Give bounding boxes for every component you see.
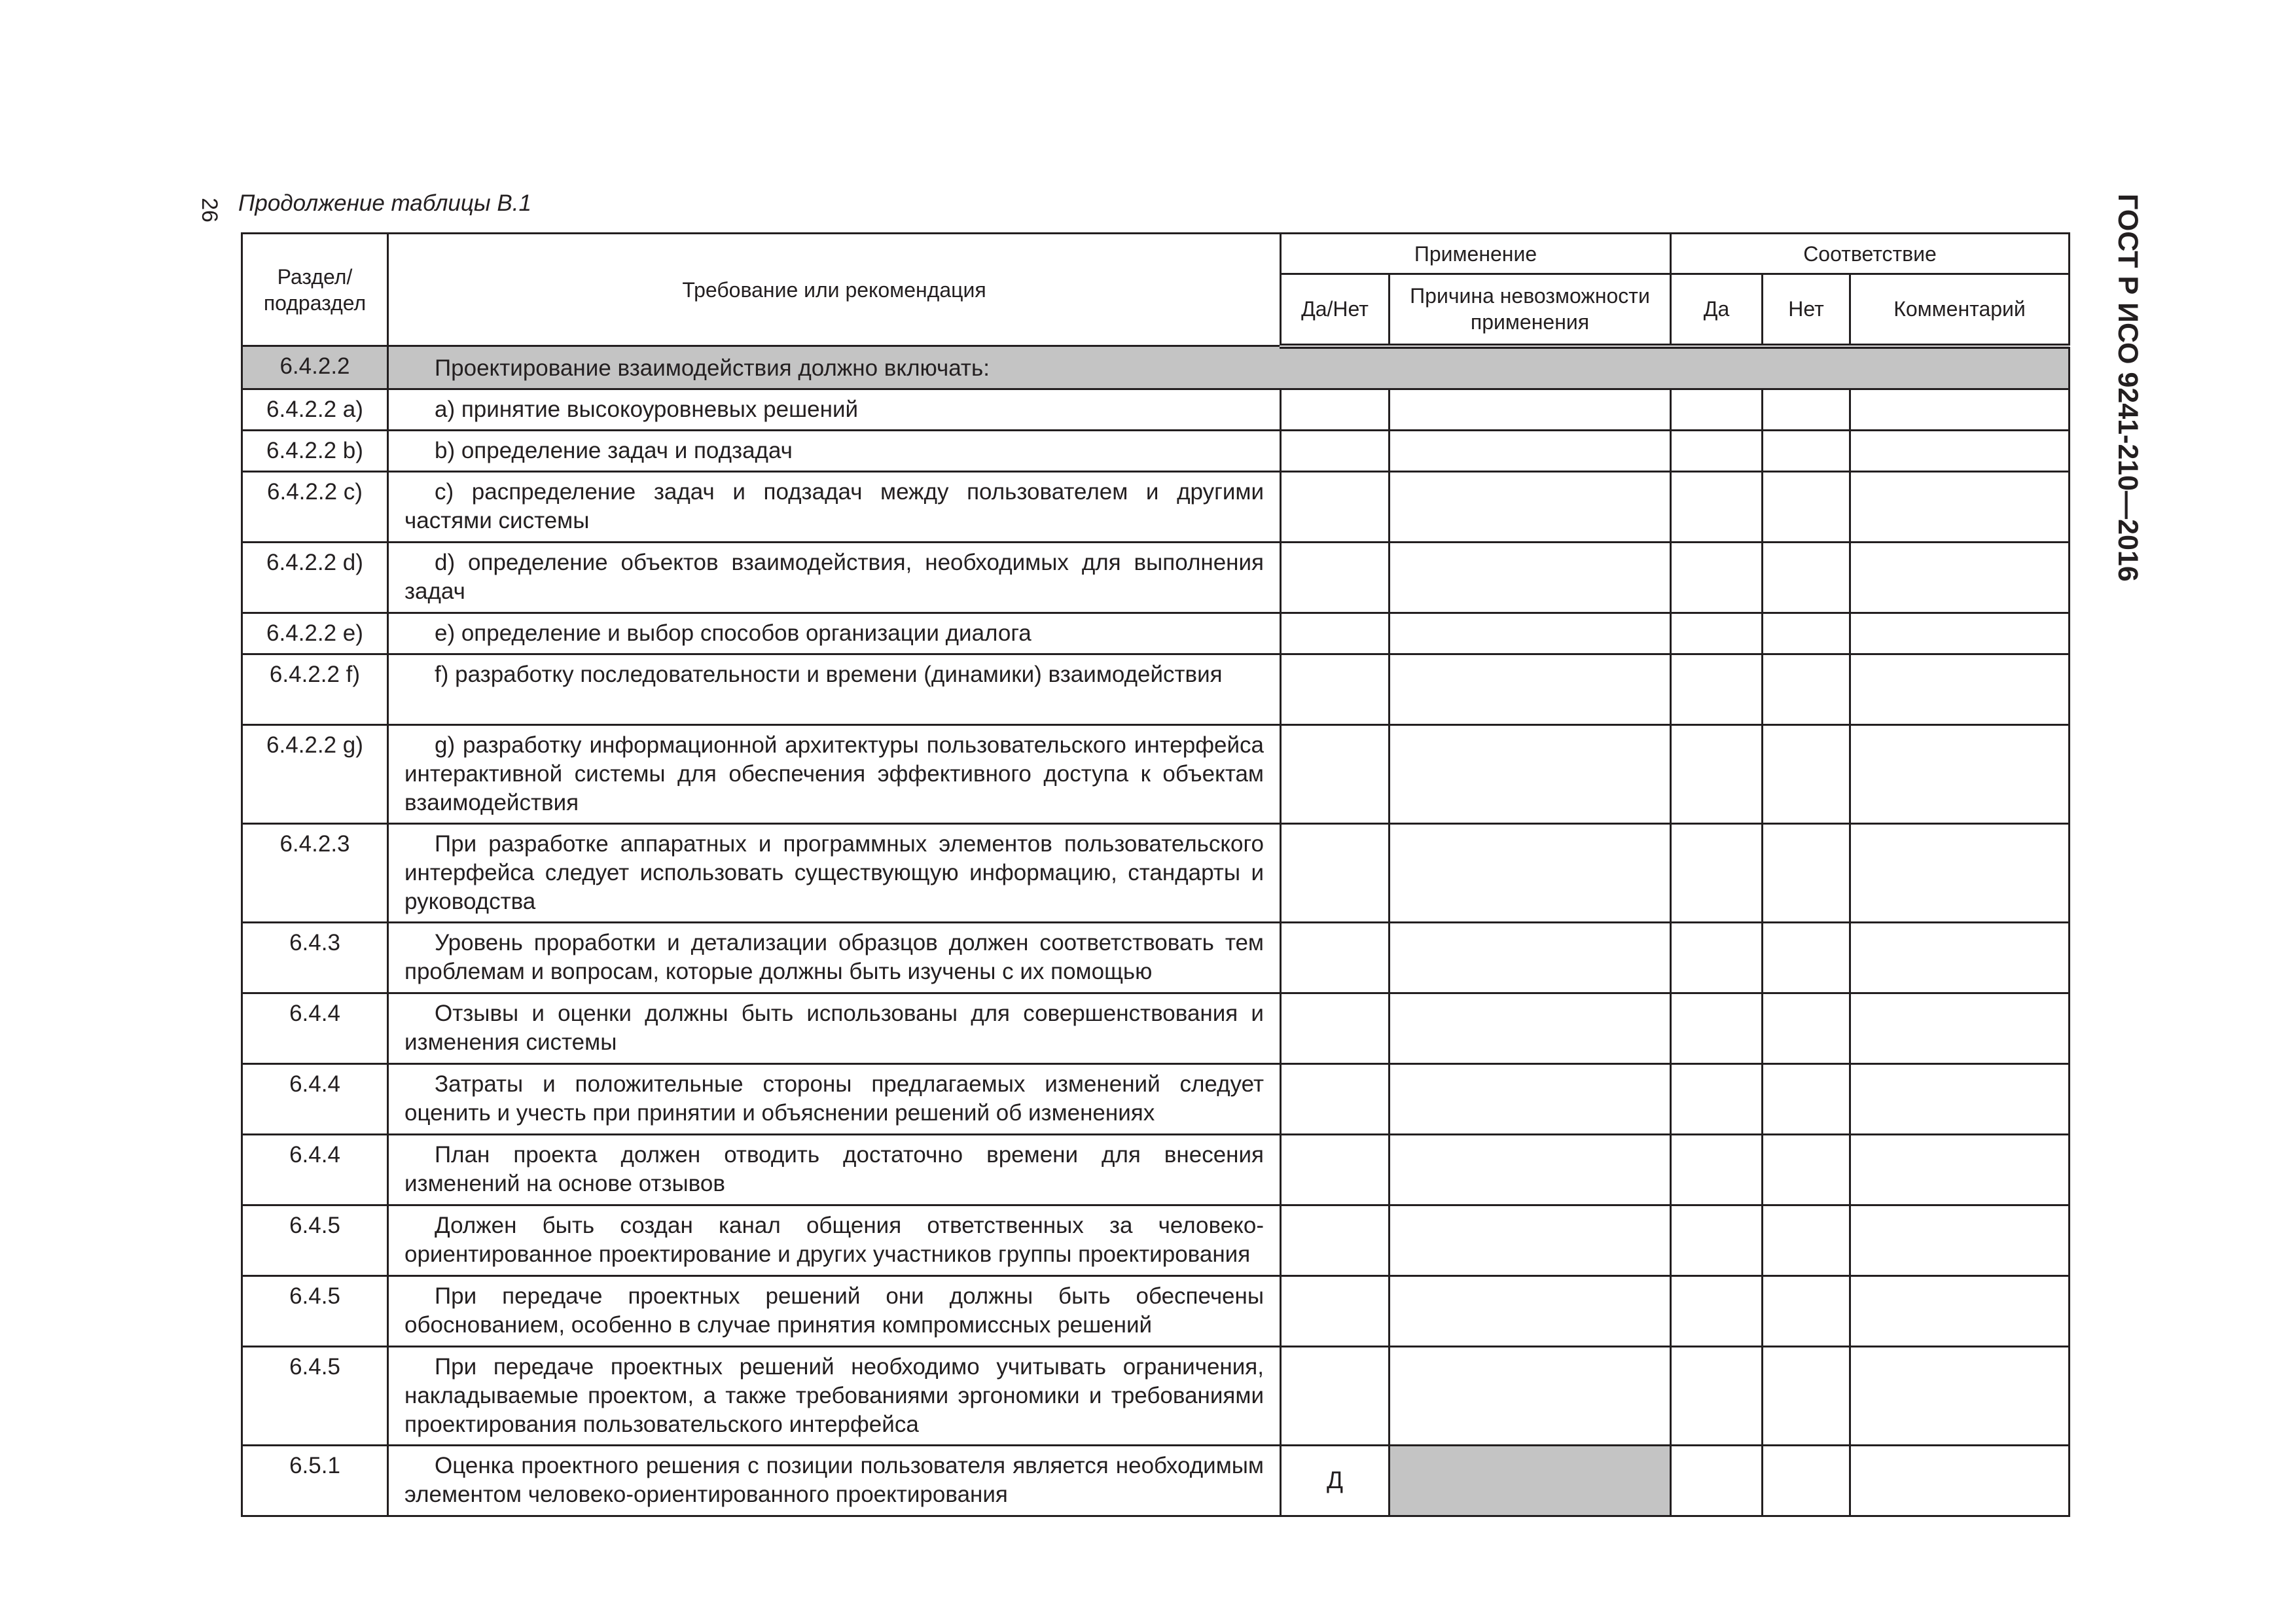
cell-yes-no: [1281, 1275, 1390, 1346]
cell-reason-shaded: [1390, 1445, 1671, 1516]
table-caption: Продолжение таблицы В.1: [238, 190, 531, 216]
cell-yes-no: [1281, 542, 1390, 613]
cell-yes-no: [1281, 1063, 1390, 1134]
cell-yes-no: [1281, 430, 1390, 471]
header-yes: Да: [1671, 274, 1763, 346]
cell-reason: [1390, 1205, 1671, 1275]
table-row: [242, 1275, 2070, 1346]
table-row: [242, 922, 2070, 993]
cell-yes: [1671, 724, 1763, 823]
cell-yes: [1671, 1275, 1763, 1346]
cell-yes-no: [1281, 823, 1390, 922]
row-requirement: При передаче проектных решений необходимо учитывать ограничения, накладываемые проектом, а также требованиями эргономики и требованиями проектирования пользовательского интерфейса: [388, 1346, 1281, 1445]
table-row: [242, 430, 2070, 471]
cell-comment: [1850, 471, 2070, 542]
header-application: Применение: [1281, 234, 1671, 274]
cell-no: [1763, 471, 1850, 542]
table-row: [242, 1063, 2070, 1134]
row-requirement: При разработке аппаратных и программных элементов пользовательского интерфейса следует использовать существующую информацию, стандарты и руководства: [388, 823, 1281, 922]
row-section: 6.4.5: [242, 1275, 388, 1346]
cell-yes-no: Д: [1281, 1445, 1390, 1516]
row-section: 6.5.1: [242, 1445, 388, 1516]
cell-reason: [1390, 1275, 1671, 1346]
row-section: 6.4.2.3: [242, 823, 388, 922]
cell-yes: [1671, 542, 1763, 613]
row-requirement: е) определение и выбор способов организации диалога: [388, 613, 1281, 654]
table-row: [242, 471, 2070, 542]
cell-reason: [1390, 993, 1671, 1063]
cell-no: [1763, 1275, 1850, 1346]
row-requirement: Отзывы и оценки должны быть использованы для совершенствования и изменения системы: [388, 993, 1281, 1063]
table-row: [242, 823, 2070, 922]
cell-yes-no: [1281, 1205, 1390, 1275]
table-row: [242, 613, 2070, 654]
cell-comment: [1850, 1445, 2070, 1516]
row-requirement: Затраты и положительные стороны предлагаемых изменений следует оценить и учесть при принятии и объяснении решений об изменениях: [388, 1063, 1281, 1134]
row-requirement: с) распределение задач и подзадач между пользователем и другими частями системы: [388, 471, 1281, 542]
cell-comment: [1850, 1063, 2070, 1134]
cell-yes: [1671, 613, 1763, 654]
cell-yes: [1671, 1063, 1763, 1134]
header-requirement: Требование или рекомендация: [388, 234, 1281, 346]
page-number: 26: [197, 198, 222, 223]
header-reason: Причина невозможности применения: [1390, 274, 1671, 346]
cell-no: [1763, 613, 1850, 654]
table-row: [242, 654, 2070, 724]
cell-reason: [1390, 1134, 1671, 1205]
cell-comment: [1850, 724, 2070, 823]
row-section: 6.4.2.2 g): [242, 724, 388, 823]
cell-no: [1763, 1063, 1850, 1134]
row-section: 6.4.2.2 b): [242, 430, 388, 471]
cell-no: [1763, 654, 1850, 724]
cell-yes: [1671, 654, 1763, 724]
cell-no: [1763, 922, 1850, 993]
table-row: [242, 1346, 2070, 1445]
row-requirement: f) разработку последовательности и времени (динамики) взаимодействия: [388, 654, 1281, 724]
row-section: 6.4.2.2 c): [242, 471, 388, 542]
cell-no: [1763, 430, 1850, 471]
cell-comment: [1850, 430, 2070, 471]
cell-reason: [1390, 613, 1671, 654]
cell-yes-no: [1281, 724, 1390, 823]
row-requirement: При передаче проектных решений они должны быть обеспечены обоснованием, особенно в случае принятия компромиссных решений: [388, 1275, 1281, 1346]
row-requirement: Должен быть создан канал общения ответственных за человеко-ориентированное проектирование и других участников группы проектирования: [388, 1205, 1281, 1275]
table-row: [242, 1205, 2070, 1275]
cell-no: [1763, 1445, 1850, 1516]
cell-yes-no: [1281, 389, 1390, 430]
header-no: Нет: [1763, 274, 1850, 346]
row-requirement: g) разработку информационной архитектуры пользовательского интерфейса интерактивной системы для обеспечения эффективного доступа к объектам взаимодействия: [388, 724, 1281, 823]
cell-no: [1763, 1346, 1850, 1445]
cell-no: [1763, 724, 1850, 823]
cell-reason: [1390, 654, 1671, 724]
cell-reason: [1390, 724, 1671, 823]
cell-yes: [1671, 1346, 1763, 1445]
row-requirement: b) определение задач и подзадач: [388, 430, 1281, 471]
table-row: [242, 724, 2070, 823]
row-section: 6.4.2.2 f): [242, 654, 388, 724]
table-row: [242, 993, 2070, 1063]
cell-comment: [1850, 1346, 2070, 1445]
row-requirement: а) принятие высокоуровневых решений: [388, 389, 1281, 430]
cell-comment: [1850, 1205, 2070, 1275]
cell-no: [1763, 542, 1850, 613]
row-section: 6.4.2.2: [242, 346, 388, 389]
cell-no: [1763, 1205, 1850, 1275]
standard-designation: ГОСТ Р ИСО 9241-210—2016: [2112, 194, 2144, 582]
cell-yes-no: [1281, 993, 1390, 1063]
row-requirement: Проектирование взаимодействия должно включать:: [388, 346, 2070, 389]
cell-yes-no: [1281, 1134, 1390, 1205]
row-requirement: d) определение объектов взаимодействия, необходимых для выполнения задач: [388, 542, 1281, 613]
header-yes-no: Да/Нет: [1281, 274, 1390, 346]
cell-yes: [1671, 471, 1763, 542]
cell-comment: [1850, 823, 2070, 922]
cell-comment: [1850, 922, 2070, 993]
row-requirement: План проекта должен отводить достаточно времени для внесения изменений на основе отзывов: [388, 1134, 1281, 1205]
cell-yes: [1671, 823, 1763, 922]
header-compliance: Соответствие: [1671, 234, 2070, 274]
row-section: 6.4.4: [242, 1134, 388, 1205]
cell-reason: [1390, 542, 1671, 613]
row-requirement: Уровень проработки и детализации образцов должен соответствовать тем проблемам и вопросам, которые должны быть изучены с их помощью: [388, 922, 1281, 993]
cell-yes: [1671, 389, 1763, 430]
cell-no: [1763, 1134, 1850, 1205]
row-section: 6.4.2.2 d): [242, 542, 388, 613]
row-section: 6.4.5: [242, 1205, 388, 1275]
cell-reason: [1390, 1063, 1671, 1134]
cell-reason: [1390, 1346, 1671, 1445]
cell-reason: [1390, 471, 1671, 542]
row-section: 6.4.2.2 a): [242, 389, 388, 430]
cell-yes-no: [1281, 471, 1390, 542]
cell-yes: [1671, 922, 1763, 993]
cell-yes: [1671, 430, 1763, 471]
cell-reason: [1390, 922, 1671, 993]
cell-yes-no: [1281, 1346, 1390, 1445]
cell-reason: [1390, 430, 1671, 471]
cell-yes: [1671, 1445, 1763, 1516]
header-section: Раздел/ подраздел: [242, 234, 388, 346]
cell-comment: [1850, 613, 2070, 654]
cell-comment: [1850, 389, 2070, 430]
cell-yes: [1671, 993, 1763, 1063]
row-section: 6.4.4: [242, 1063, 388, 1134]
table-row: [242, 1134, 2070, 1205]
requirements-table: [241, 232, 2070, 1517]
table-row: [242, 542, 2070, 613]
row-section: 6.4.3: [242, 922, 388, 993]
cell-yes: [1671, 1205, 1763, 1275]
cell-no: [1763, 823, 1850, 922]
table-row: [242, 1445, 2070, 1516]
row-requirement: Оценка проектного решения с позиции пользователя является необходимым элементом человеко-ориентированного проектирования: [388, 1445, 1281, 1516]
cell-yes-no: [1281, 613, 1390, 654]
cell-reason: [1390, 389, 1671, 430]
cell-comment: [1850, 542, 2070, 613]
cell-yes-no: [1281, 922, 1390, 993]
row-section: 6.4.5: [242, 1346, 388, 1445]
cell-comment: [1850, 654, 2070, 724]
cell-comment: [1850, 1134, 2070, 1205]
cell-yes-no: [1281, 654, 1390, 724]
table-row: [242, 389, 2070, 430]
cell-yes: [1671, 1134, 1763, 1205]
cell-comment: [1850, 1275, 2070, 1346]
cell-no: [1763, 993, 1850, 1063]
cell-comment: [1850, 993, 2070, 1063]
cell-reason: [1390, 823, 1671, 922]
row-section: 6.4.2.2 e): [242, 613, 388, 654]
cell-no: [1763, 389, 1850, 430]
header-comment: Комментарий: [1850, 274, 2070, 346]
row-section: 6.4.4: [242, 993, 388, 1063]
table-row: [242, 346, 2070, 389]
